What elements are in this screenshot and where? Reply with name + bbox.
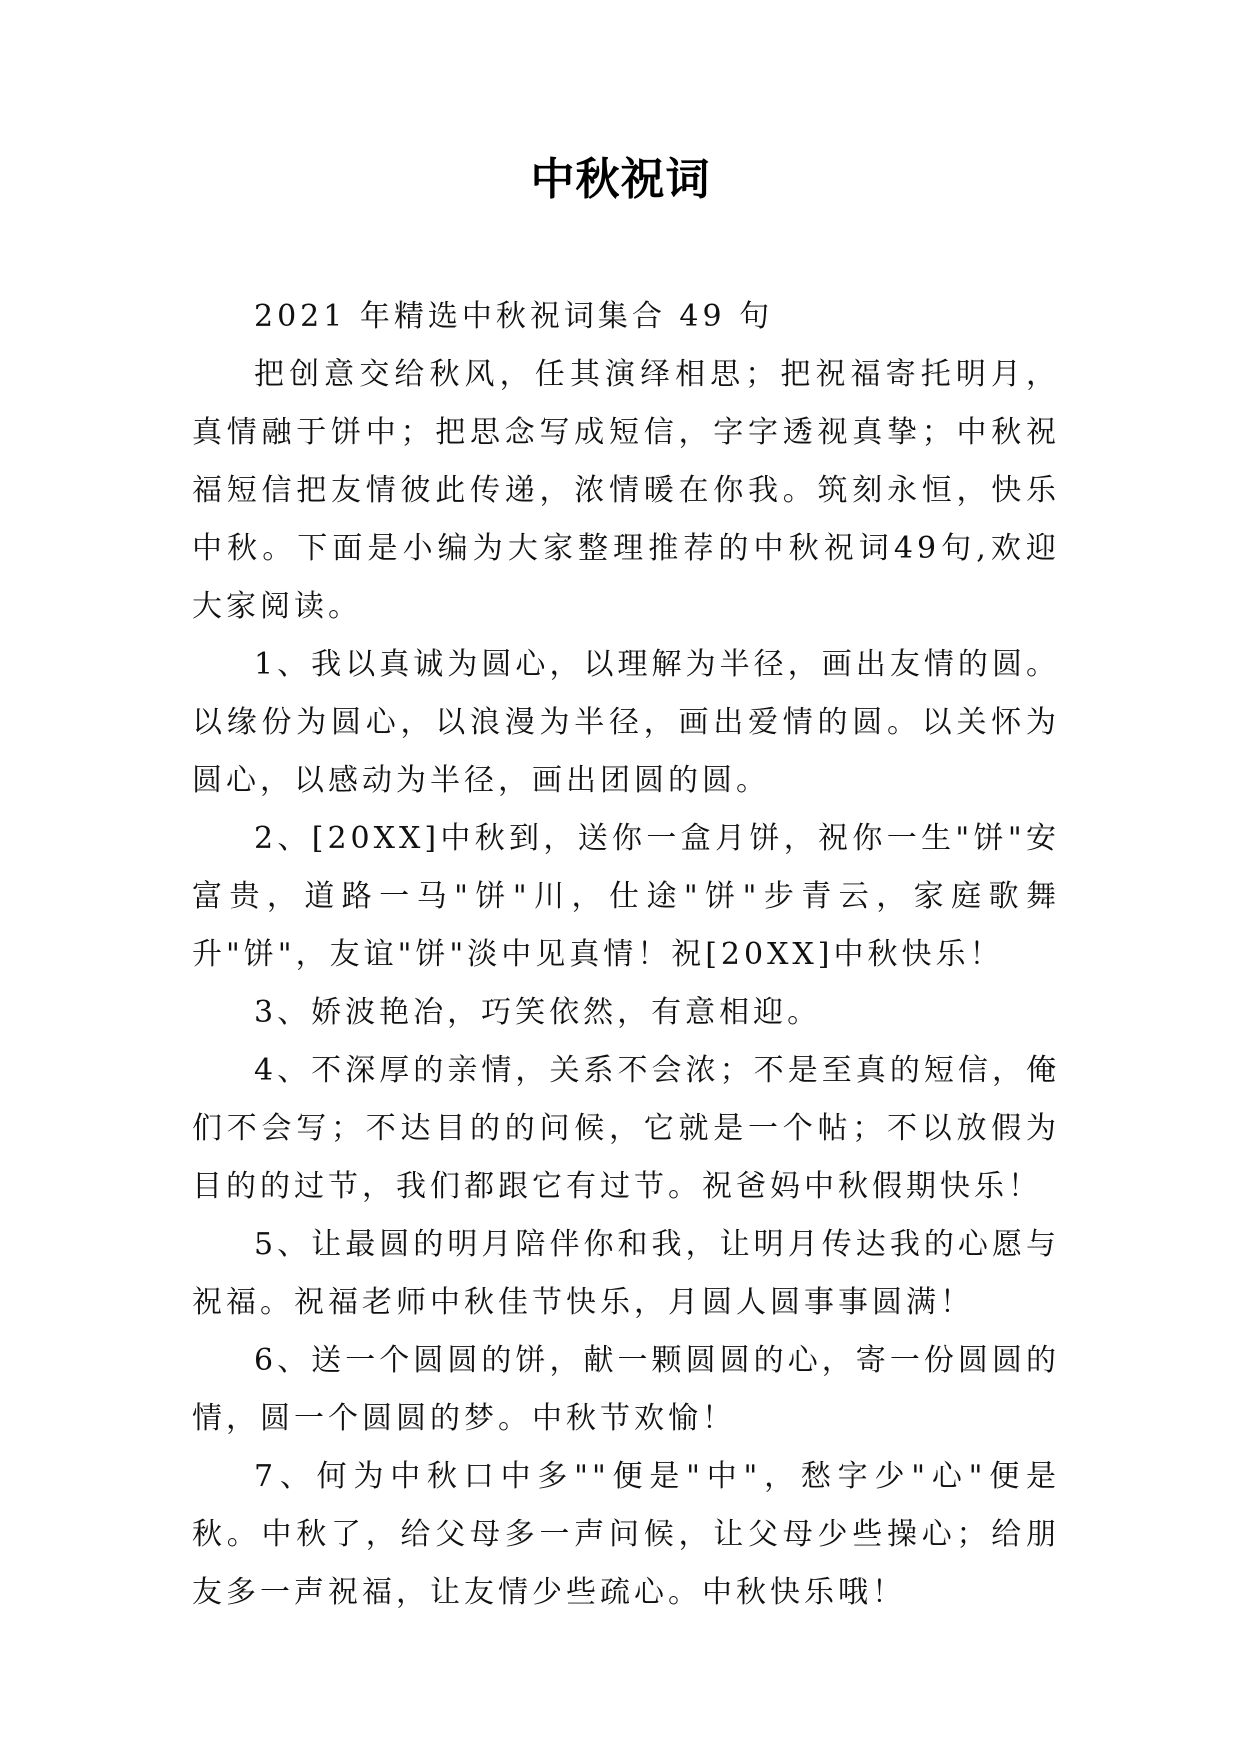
blessing-item-6: 6、送一个圆圆的饼，献一颗圆圆的心，寄一份圆圆的情，圆一个圆圆的梦。中秋节欢愉！: [192, 1343, 1060, 1436]
document-title: 中秋祝词: [530, 154, 711, 205]
blessing-item-5: 5、让最圆的明月陪伴你和我，让明月传达我的心愿与祝福。祝福老师中秋佳节快乐，月圆人圆事事圆满！: [192, 1227, 1060, 1320]
intro-paragraph: 把创意交给秋风，任其演绎相思；把祝福寄托明月，真情融于饼中；把思念写成短信，字字透视真挚；中秋祝福短信把友情彼此传递，浓情暖在你我。筑刻永恒，快乐中秋。下面是小编为大家整理推荐的中秋祝词49句,欢迎大家阅读。: [192, 357, 1060, 624]
blessing-item-1: 1、我以真诚为圆心，以理解为半径，画出友情的圆。以缘份为圆心，以浪漫为半径，画出爱情的圆。以关怀为圆心，以感动为半径，画出团圆的圆。: [192, 647, 1060, 798]
document-body: [192, 288, 1060, 1622]
blessing-item-2: 2、[20XX]中秋到，送你一盒月饼，祝你一生"饼"安富贵，道路一马"饼"川，仕途"饼"步青云，家庭歌舞升"饼"，友谊"饼"淡中见真情！祝[20XX]中秋快乐！: [192, 821, 1060, 972]
blessing-item-7: 7、何为中秋口中多""便是"中"，愁字少"心"便是秋。中秋了，给父母多一声问候，让父母少些操心；给朋友多一声祝福，让友情少些疏心。中秋快乐哦！: [192, 1459, 1060, 1610]
blessing-item-4: 4、不深厚的亲情，关系不会浓；不是至真的短信，俺们不会写；不达目的的问候，它就是一个帖；不以放假为目的的过节，我们都跟它有过节。祝爸妈中秋假期快乐！: [192, 1053, 1060, 1204]
subtitle-paragraph: 2021 年精选中秋祝词集合 49 句: [254, 299, 774, 334]
blessing-item-3: 3、娇波艳冶，巧笑依然，有意相迎。: [254, 995, 822, 1030]
